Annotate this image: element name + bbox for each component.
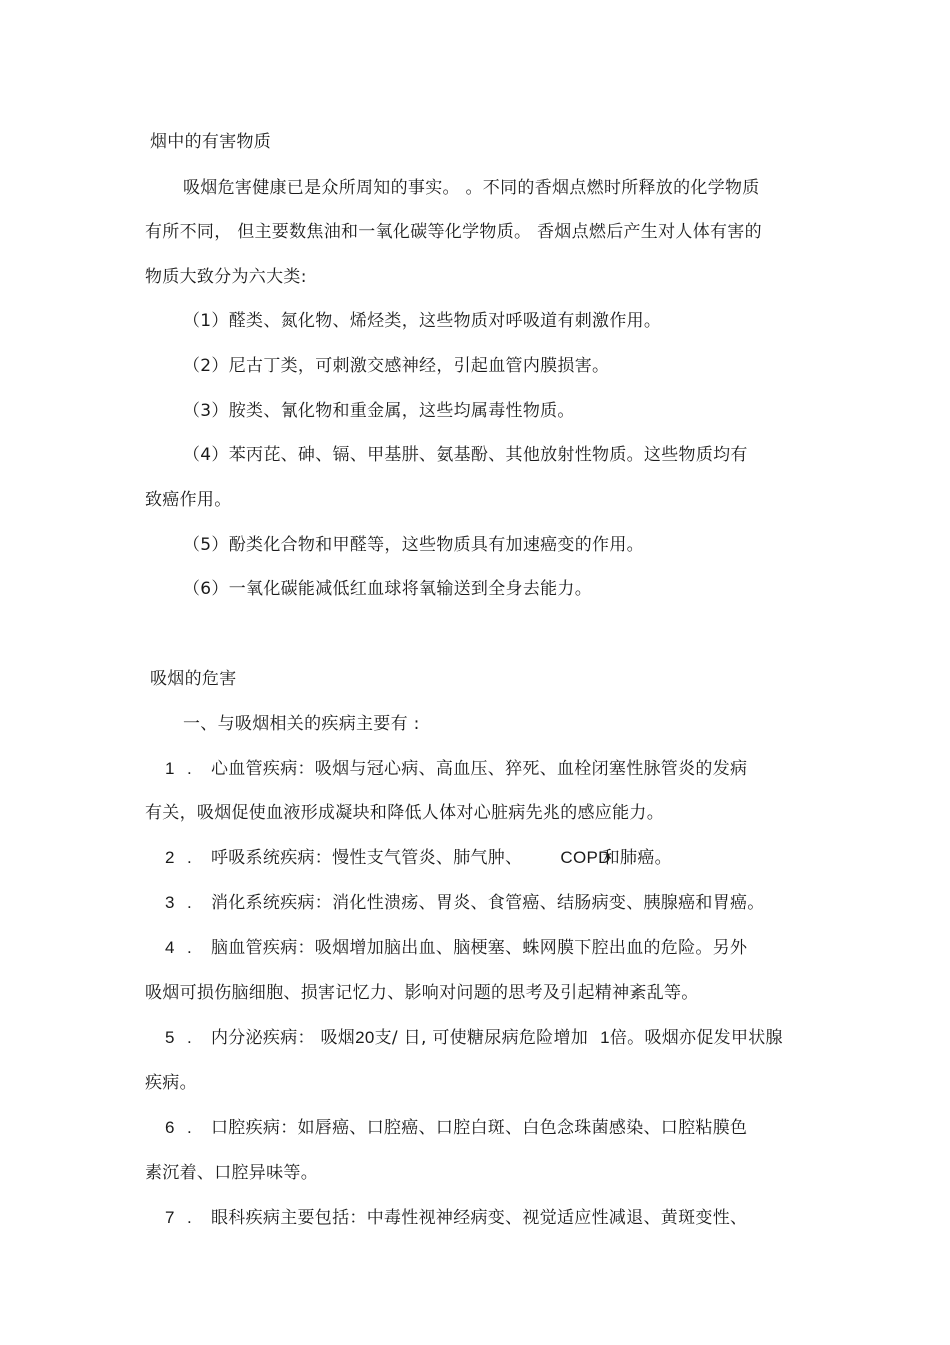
disease-dot: . bbox=[187, 759, 193, 778]
disease-item-4 bbox=[165, 936, 747, 960]
disease-text: 眼科疾病主要包括：中毒性视神经病变、视觉适应性减退、黄斑变性、 bbox=[211, 1208, 748, 1228]
disease-abbrev: COPD bbox=[560, 848, 611, 867]
intro-line-1: 吸烟危害健康已是众所周知的事实。 。不同的香烟点燃时所释放的化学物质 bbox=[183, 178, 760, 198]
disease-dot: . bbox=[187, 893, 193, 912]
disease-dot: . bbox=[187, 1118, 193, 1137]
substance-item-1: （1）醛类、氮化物、烯烃类，这些物质对呼吸道有刺激作用。 bbox=[183, 311, 662, 331]
diseases-subheading: 一、与吸烟相关的疾病主要有 : bbox=[183, 714, 420, 734]
section-heading-harmful-substances: 烟中的有害物质 bbox=[150, 132, 272, 152]
disease-item-6 bbox=[165, 1116, 747, 1140]
disease-item-7 bbox=[165, 1206, 747, 1230]
disease-text: 心血管疾病：吸烟与冠心病、高血压、猝死、血栓闭塞性脉管炎的发病 bbox=[211, 759, 748, 779]
disease-item-2 bbox=[165, 846, 672, 870]
disease-dot: . bbox=[187, 1208, 193, 1227]
disease-number-inline-2: 1 bbox=[600, 1028, 610, 1047]
substance-item-2: （2）尼古丁类，可刺激交感神经，引起血管内膜损害。 bbox=[183, 356, 610, 376]
disease-number: 1 bbox=[165, 759, 175, 778]
disease-text: 口腔疾病：如唇癌、口腔癌、口腔白斑、白色念珠菌感染、口腔粘膜色 bbox=[211, 1118, 748, 1138]
disease-number: 5 bbox=[165, 1028, 175, 1047]
disease-number: 7 bbox=[165, 1208, 175, 1227]
substance-item-5: （5）酚类化合物和甲醛等，这些物质具有加速癌变的作用。 bbox=[183, 535, 644, 555]
intro-line-2: 有所不同， 但主要数焦油和一氧化碳等化学物质。 香烟点燃后产生对人体有害的 bbox=[145, 222, 762, 242]
disease-dot: . bbox=[187, 1028, 193, 1047]
disease-item-3 bbox=[165, 891, 765, 915]
disease-number-inline: 20 bbox=[355, 1028, 375, 1047]
disease-number: 4 bbox=[165, 938, 175, 957]
disease-text: 脑血管疾病：吸烟增加脑出血、脑梗塞、蛛网膜下腔出血的危险。另外 bbox=[211, 938, 748, 958]
substance-item-4: （4）苯丙芘、砷、镉、甲基肼、氨基酚、其他放射性物质。这些物质均有 bbox=[183, 445, 748, 465]
disease-item-5-cont: 疾病。 bbox=[145, 1073, 197, 1093]
disease-item-6-cont: 素沉着、口腔异味等。 bbox=[145, 1163, 318, 1183]
disease-text: 消化系统疾病：消化性溃疡、胃炎、食管癌、结肠病变、胰腺癌和胃癌。 bbox=[211, 893, 765, 913]
disease-text-mid: 支/ 日, 可使糖尿病危险增加 bbox=[374, 1028, 589, 1048]
disease-dot: . bbox=[187, 848, 193, 867]
disease-item-1 bbox=[165, 757, 747, 781]
substance-item-4-cont: 致癌作用。 bbox=[145, 490, 232, 510]
disease-number: 2 bbox=[165, 848, 175, 867]
disease-number: 3 bbox=[165, 893, 175, 912]
substance-item-6: （6）一氧化碳能减低红血球将氧输送到全身去能力。 bbox=[183, 579, 593, 599]
section-heading-smoking-harms: 吸烟的危害 bbox=[150, 669, 237, 689]
disease-text: 内分泌疾病： 吸烟 bbox=[211, 1028, 356, 1048]
disease-dot: . bbox=[187, 938, 193, 957]
disease-item-4-cont: 吸烟可损伤脑细胞、损害记忆力、影响对问题的思考及引起精神紊乱等。 bbox=[145, 983, 699, 1003]
disease-text-end: 和肺癌。 bbox=[602, 848, 672, 868]
disease-item-1-cont: 有关，吸烟促使血液形成凝块和降低人体对心脏病先兆的感应能力。 bbox=[145, 803, 664, 823]
substance-item-3: （3）胺类、氰化物和重金属，这些均属毒性物质。 bbox=[183, 401, 575, 421]
disease-text-end: 倍。吸烟亦促发甲状腺 bbox=[609, 1028, 783, 1048]
disease-text: 呼吸系统疾病：慢性支气管炎、肺气肿、 bbox=[211, 848, 523, 868]
intro-line-3: 物质大致分为六大类: bbox=[145, 267, 307, 287]
disease-item-5 bbox=[165, 1026, 783, 1050]
disease-number: 6 bbox=[165, 1118, 175, 1137]
